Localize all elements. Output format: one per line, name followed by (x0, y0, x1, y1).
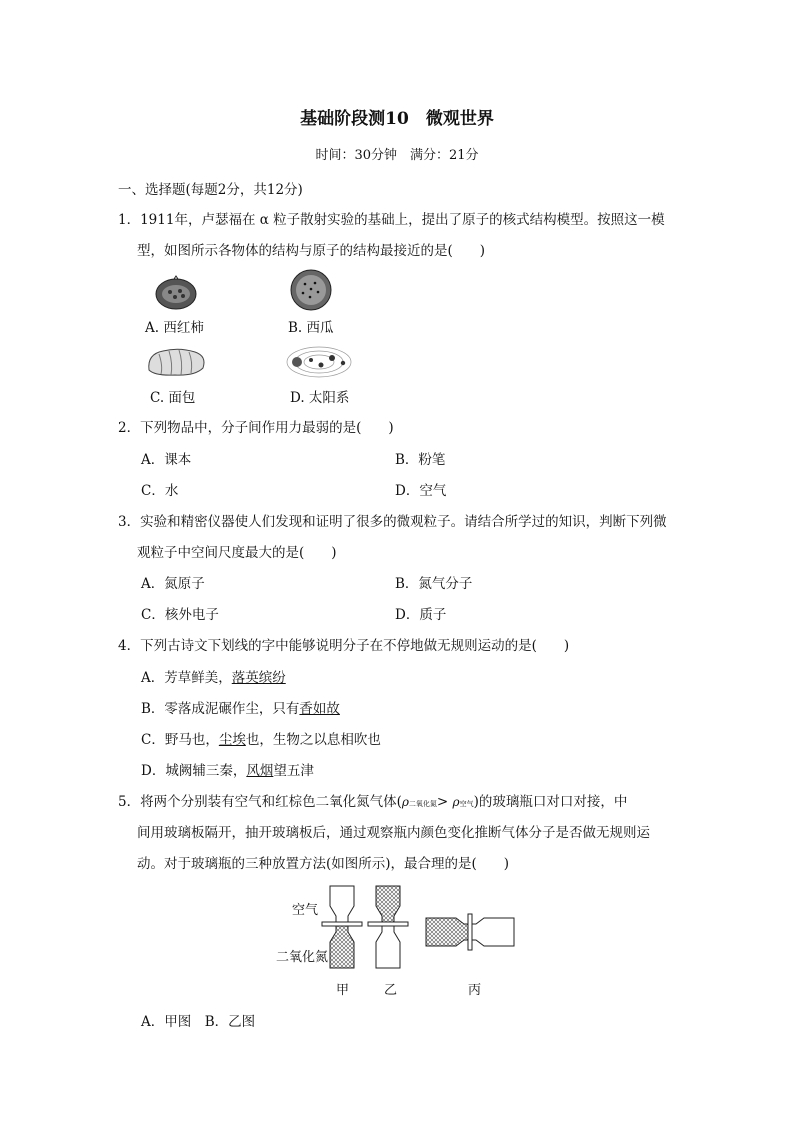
bing-left-bottle (426, 918, 468, 946)
q2-option-a: A．课本 (141, 452, 192, 468)
jia-top-bottle (330, 886, 354, 922)
q4-line1: 4．下列古诗文下划线的字中能够说明分子在不停地做无规则运动的是( ) (118, 638, 570, 654)
q5-line1-text: 5．将两个分别装有空气和红棕色二氧化氮气体( (118, 794, 402, 810)
q3-line2: 观粒子中空间尺度最大的是( ) (137, 545, 337, 561)
q5-line2: 间用玻璃板隔开，抽开玻璃板后，通过观察瓶内颜色变化推断气体分子是否做无规则运 (137, 825, 650, 841)
rho-symbol-2: ρ (452, 795, 460, 809)
q4-option-c (141, 728, 381, 748)
q3-line1: 3．实验和精密仪器使人们发现和证明了很多的微观粒子。请结合所学过的知识，判断下列微 (118, 514, 667, 530)
q2-option-b: B．粉笔 (395, 452, 446, 468)
yi-glass-plate (368, 922, 408, 926)
watermelon-image (288, 268, 334, 312)
rho-subscript-air: 空气 (459, 800, 474, 808)
q1-option-a: A. 西红柿 (145, 320, 204, 336)
q4-option-c-text: C．野马也， (141, 732, 219, 748)
q2-option-c: C．水 (141, 483, 179, 499)
label-jia: 甲 (336, 983, 350, 998)
q5-line1 (118, 790, 627, 810)
q3-option-a: A．氮原子 (141, 576, 205, 592)
q3-option-d: D．质子 (395, 607, 447, 623)
label-bing: 丙 (468, 983, 482, 998)
label-air: 空气 (292, 903, 319, 918)
tomato-image (152, 272, 200, 312)
q4-option-a (141, 666, 286, 686)
q4-option-d (141, 759, 314, 779)
solar-system-image (285, 340, 355, 382)
bottle-diagram (270, 878, 530, 998)
q3-option-b: B．氮气分子 (395, 576, 473, 592)
q3-option-c: C．核外电子 (141, 607, 219, 623)
q5-line1-tail: )的玻璃瓶口对口对接，中 (473, 794, 628, 810)
rho-symbol: ρ (401, 795, 409, 809)
bing-right-bottle (472, 918, 514, 946)
rho-subscript-no2: 二氧化氮 (408, 800, 437, 808)
q4-option-a-underlined: 落英缤纷 (231, 670, 286, 686)
q4-option-d-tail: 望五津 (273, 763, 314, 779)
q1-line1: 1．1911年，卢瑟福在 α 粒子散射实验的基础上，提出了原子的核式结构模型。按照这一模 (118, 212, 665, 228)
q4-option-b (141, 697, 340, 717)
q1-option-d: D. 太阳系 (290, 390, 350, 406)
jia-glass-plate (322, 922, 362, 926)
q4-option-d-text: D．城阙辅三秦， (141, 763, 247, 779)
q2-line1: 2．下列物品中，分子间作用力最弱的是( ) (118, 420, 394, 436)
greater-than: > (436, 794, 449, 810)
q4-option-a-text: A．芳草鲜美， (141, 670, 232, 686)
section-heading: 一、选择题(每题2分，共12分) (118, 182, 303, 198)
q4-option-b-underlined: 香如故 (299, 701, 340, 717)
label-yi: 乙 (384, 983, 398, 998)
exam-meta: 时间：30分钟 满分：21分 (315, 148, 479, 163)
bing-glass-plate (468, 914, 472, 950)
q4-option-c-tail: 也，生物之以息相吹也 (245, 732, 381, 748)
q1-option-c: C. 面包 (150, 390, 196, 406)
yi-top-bottle (376, 886, 400, 922)
q2-option-d: D．空气 (395, 483, 447, 499)
label-no2: 二氧化氮 (276, 950, 329, 965)
bread-image (145, 346, 207, 378)
q4-option-d-underlined: 风烟 (246, 763, 274, 779)
yi-bottom-bottle (376, 926, 400, 968)
q4-option-b-text: B．零落成泥碾作尘，只有 (141, 701, 300, 717)
page-title: 基础阶段测10 微观世界 (300, 109, 494, 129)
jia-bottom-bottle (330, 926, 354, 968)
q1-line2: 型，如图所示各物体的结构与原子的结构最接近的是( ) (137, 243, 486, 259)
q1-option-b: B. 西瓜 (288, 320, 334, 336)
q5-options: A．甲图 B．乙图 (141, 1014, 256, 1030)
q4-option-c-underlined: 尘埃 (218, 732, 246, 748)
q5-line3: 动。对于玻璃瓶的三种放置方法(如图所示)，最合理的是( ) (137, 856, 510, 872)
